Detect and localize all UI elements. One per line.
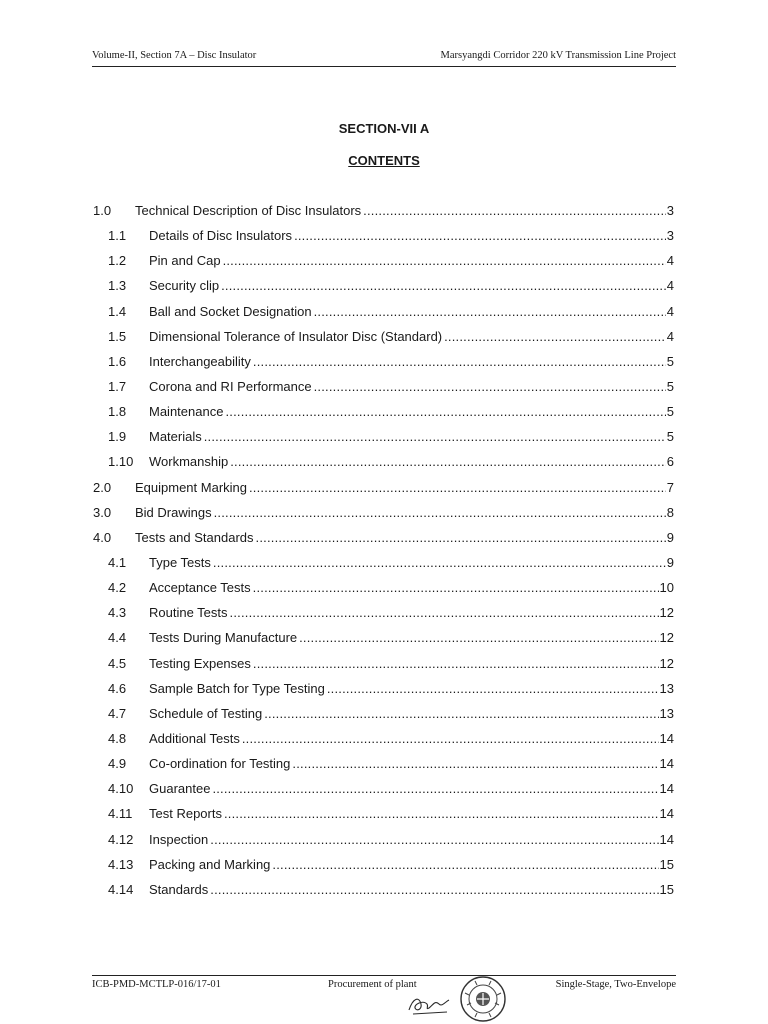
- toc-entry-title: Standards: [149, 881, 209, 897]
- toc-entry-title: Guarantee: [149, 781, 211, 797]
- toc-entry-number: 4.4: [108, 630, 127, 646]
- toc-dot-leader: [221, 278, 666, 293]
- toc-entry-page: 15: [659, 856, 674, 872]
- toc-entry-page: 5: [666, 429, 674, 445]
- toc-entry-page: 5: [666, 353, 674, 369]
- toc-entry-number: 4.1: [108, 554, 127, 570]
- toc-dot-leader: [214, 505, 666, 520]
- toc-dot-leader: [256, 530, 666, 545]
- toc-entry-title: Testing Expenses: [149, 655, 251, 671]
- header-left-text: Volume-II, Section 7A – Disc Insulator: [92, 50, 257, 61]
- toc-entry-title: Maintenance: [149, 404, 224, 420]
- toc-entry-number: 1.8: [108, 404, 127, 420]
- toc-entry-page: 5: [666, 404, 674, 420]
- toc-entry-page: 6: [666, 454, 674, 470]
- toc-entry-title: Tests and Standards: [135, 529, 254, 545]
- toc-dot-leader: [253, 656, 659, 671]
- header-right-text: Marsyangdi Corridor 220 kV Transmission Line Project: [440, 50, 676, 61]
- toc-dot-leader: [292, 756, 658, 771]
- toc-entry-page: 7: [666, 479, 674, 495]
- toc-dot-leader: [204, 429, 666, 444]
- footer-procurement: Procurement of plant: [328, 979, 417, 990]
- toc-entry[interactable]: [93, 756, 674, 781]
- toc-dot-leader: [230, 454, 666, 469]
- toc-entry-page: 14: [659, 756, 674, 772]
- toc-entry-page: 4: [666, 253, 674, 269]
- toc-dot-leader: [444, 329, 666, 344]
- toc-entry-page: 13: [659, 705, 674, 721]
- toc-dot-leader: [212, 781, 658, 796]
- toc-entry[interactable]: [93, 404, 674, 429]
- toc-dot-leader: [224, 806, 659, 821]
- toc-dot-leader: [230, 605, 659, 620]
- toc-entry-number: 4.2: [108, 580, 127, 596]
- contents-heading-text: CONTENTS: [348, 153, 420, 168]
- toc-entry-page: 9: [666, 529, 674, 545]
- toc-entry-number: 3.0: [93, 504, 112, 520]
- toc-entry-page: 4: [666, 303, 674, 319]
- toc-entry-title: Inspection: [149, 831, 209, 847]
- contents-heading: [0, 153, 768, 168]
- toc-entry[interactable]: [93, 605, 674, 630]
- toc-entry-number: 1.10: [108, 454, 134, 470]
- toc-entry-title: Routine Tests: [149, 605, 228, 621]
- toc-entry-number: 1.0: [93, 203, 112, 218]
- toc-entry[interactable]: [93, 454, 674, 479]
- toc-entry-title: Bid Drawings: [135, 504, 212, 520]
- toc-entry-title: Materials: [149, 429, 202, 445]
- toc-entry-page: 9: [666, 554, 674, 570]
- toc-entry-number: 4.9: [108, 756, 127, 772]
- toc-entry-title: Technical Description of Disc Insulators: [135, 203, 362, 218]
- toc-entry-title: Dimensional Tolerance of Insulator Disc (Standard): [149, 328, 443, 344]
- table-of-contents: [93, 203, 674, 907]
- toc-dot-leader: [253, 354, 666, 369]
- toc-entry-title: Sample Batch for Type Testing: [149, 680, 325, 696]
- toc-entry-number: 1.9: [108, 429, 127, 445]
- toc-entry[interactable]: [93, 681, 674, 706]
- toc-entry-page: 3: [666, 228, 674, 244]
- toc-entry-page: 4: [666, 278, 674, 294]
- toc-dot-leader: [225, 404, 665, 419]
- toc-entry[interactable]: [93, 555, 674, 580]
- toc-dot-leader: [210, 832, 658, 847]
- toc-entry-title: Workmanship: [149, 454, 229, 470]
- toc-entry[interactable]: [93, 480, 674, 505]
- toc-entry-number: 4.7: [108, 705, 127, 721]
- toc-dot-leader: [327, 681, 659, 696]
- toc-entry-title: Schedule of Testing: [149, 705, 263, 721]
- toc-entry-page: 4: [666, 328, 674, 344]
- toc-entry-number: 4.6: [108, 680, 127, 696]
- toc-entry-number: 4.11: [108, 806, 133, 822]
- toc-entry[interactable]: [93, 731, 674, 756]
- toc-dot-leader: [249, 480, 666, 495]
- toc-entry-page: 12: [659, 605, 674, 621]
- toc-entry[interactable]: [93, 203, 674, 228]
- toc-entry[interactable]: [93, 706, 674, 731]
- toc-entry-page: 14: [659, 781, 674, 797]
- toc-entry-title: Corona and RI Performance: [149, 378, 312, 394]
- toc-entry-title: Ball and Socket Designation: [149, 303, 312, 319]
- toc-entry[interactable]: [93, 278, 674, 303]
- toc-entry-page: 12: [659, 655, 674, 671]
- toc-dot-leader: [272, 857, 658, 872]
- toc-entry-title: Equipment Marking: [135, 479, 247, 495]
- toc-entry-number: 4.12: [108, 831, 134, 847]
- toc-dot-leader: [363, 203, 666, 218]
- toc-entry-title: Test Reports: [149, 806, 222, 822]
- toc-entry-number: 4.10: [108, 781, 134, 797]
- toc-dot-leader: [242, 731, 659, 746]
- toc-dot-leader: [253, 580, 659, 595]
- toc-entry-title: Packing and Marking: [149, 856, 271, 872]
- toc-dot-leader: [213, 555, 666, 570]
- toc-entry-number: 1.6: [108, 353, 127, 369]
- toc-entry-page: 10: [659, 580, 674, 596]
- toc-entry[interactable]: [93, 304, 674, 329]
- toc-entry[interactable]: [93, 253, 674, 278]
- toc-entry-number: 4.14: [108, 881, 134, 897]
- toc-entry[interactable]: [93, 354, 674, 379]
- section-title: SECTION-VII A: [338, 121, 430, 136]
- toc-entry-number: 1.3: [108, 278, 127, 294]
- toc-entry[interactable]: [93, 832, 674, 857]
- toc-entry-page: 8: [666, 504, 674, 520]
- toc-entry[interactable]: [93, 329, 674, 354]
- toc-entry[interactable]: [93, 630, 674, 655]
- toc-entry[interactable]: [93, 781, 674, 806]
- toc-entry-number: 4.8: [108, 730, 127, 746]
- toc-entry-page: 14: [659, 730, 674, 746]
- toc-entry-title: Interchangeability: [149, 353, 251, 369]
- toc-entry[interactable]: [93, 580, 674, 605]
- toc-entry-number: 2.0: [93, 479, 112, 495]
- toc-entry[interactable]: [93, 857, 674, 882]
- footer-doc-number: ICB-PMD-MCTLP-016/17-01: [92, 979, 221, 990]
- toc-dot-leader: [314, 379, 666, 394]
- toc-entry-page: 13: [659, 680, 674, 696]
- toc-entry[interactable]: [93, 530, 674, 555]
- toc-entry-title: Additional Tests: [149, 730, 240, 746]
- toc-dot-leader: [264, 706, 658, 721]
- toc-entry-page: 12: [659, 630, 674, 646]
- toc-entry-title: Acceptance Tests: [149, 580, 251, 596]
- toc-entry-number: 4.0: [93, 529, 112, 545]
- toc-entry-page: 15: [659, 881, 674, 897]
- page-footer: [92, 975, 676, 996]
- page-header: [92, 50, 676, 67]
- toc-dot-leader: [299, 630, 658, 645]
- footer-stage: Single-Stage, Two-Envelope: [555, 979, 676, 990]
- toc-entry-number: 4.13: [108, 856, 134, 872]
- toc-entry[interactable]: [93, 806, 674, 831]
- toc-entry-title: Details of Disc Insulators: [149, 228, 293, 244]
- toc-dot-leader: [223, 253, 666, 268]
- toc-entry[interactable]: [93, 656, 674, 681]
- toc-entry-number: 1.2: [108, 253, 127, 269]
- toc-entry-page: 5: [666, 378, 674, 394]
- toc-entry-title: Security clip: [149, 278, 220, 294]
- toc-entry-page: 14: [659, 806, 674, 822]
- toc-entry[interactable]: [93, 228, 674, 253]
- toc-entry-number: 1.4: [108, 303, 127, 319]
- toc-entry-number: 4.5: [108, 655, 127, 671]
- toc-entry-number: 4.3: [108, 605, 127, 621]
- toc-entry[interactable]: [93, 505, 674, 530]
- toc-entry[interactable]: [93, 429, 674, 454]
- toc-entry-number: 1.1: [108, 228, 127, 244]
- toc-entry-title: Co-ordination for Testing: [149, 756, 291, 772]
- toc-entry-title: Tests During Manufacture: [149, 630, 298, 646]
- toc-dot-leader: [314, 304, 666, 319]
- toc-entry-number: 1.7: [108, 378, 127, 394]
- toc-entry-title: Type Tests: [149, 554, 211, 570]
- toc-entry-page: 3: [666, 203, 674, 218]
- toc-dot-leader: [210, 882, 658, 897]
- toc-entry[interactable]: [93, 882, 674, 907]
- toc-entry-title: Pin and Cap: [149, 253, 221, 269]
- toc-entry-number: 1.5: [108, 328, 127, 344]
- toc-entry[interactable]: [93, 379, 674, 404]
- toc-entry-page: 14: [659, 831, 674, 847]
- toc-dot-leader: [294, 228, 666, 243]
